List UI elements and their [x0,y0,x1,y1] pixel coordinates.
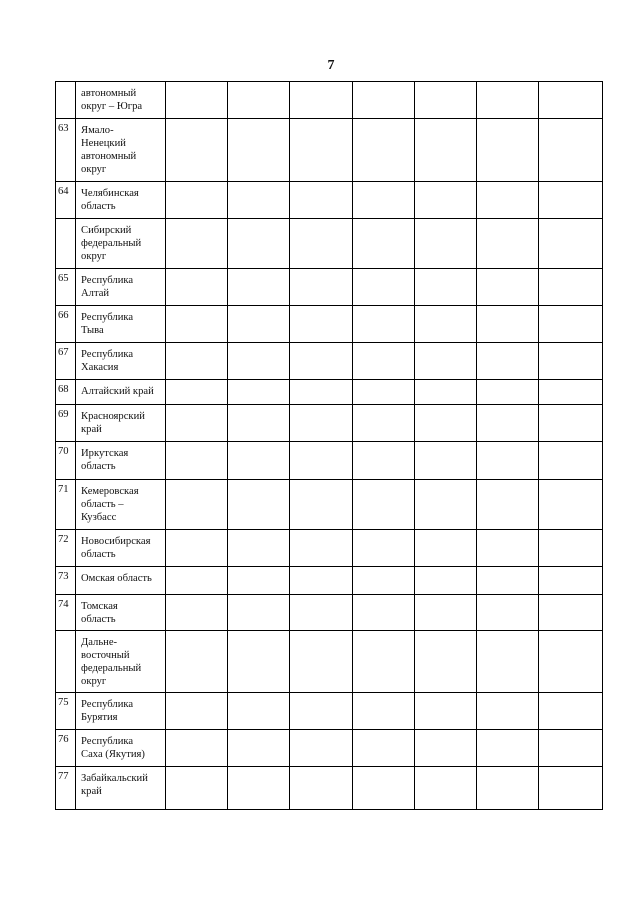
empty-cell [476,343,538,380]
region-name-cell [76,119,166,182]
empty-cell [228,530,290,567]
region-name-cell [76,530,166,567]
empty-cell [228,480,290,530]
row-number: 69 [56,405,76,442]
empty-cell [166,767,228,810]
empty-cell [414,380,476,405]
empty-cell [476,380,538,405]
empty-cell [228,82,290,119]
region-name: Кемеровская область – Кузбасс [81,486,139,523]
empty-cell [228,343,290,380]
empty-cell [414,631,476,693]
empty-cell [538,730,602,767]
empty-cell [414,595,476,631]
empty-cell [290,595,352,631]
empty-cell [414,182,476,219]
table-row [56,442,603,480]
table-row [56,380,603,405]
empty-cell [352,306,414,343]
empty-cell [352,730,414,767]
region-name: Ямало- Ненецкий автономный округ [81,125,137,175]
row-number: 73 [56,567,76,595]
table-row [56,767,603,810]
row-number: 70 [56,442,76,480]
empty-cell [352,343,414,380]
row-number: 77 [56,767,76,810]
empty-cell [228,767,290,810]
table-row [56,343,603,380]
empty-cell [476,219,538,269]
row-number: 66 [56,306,76,343]
table-body [56,82,603,810]
regions-table [55,81,603,810]
empty-cell [476,119,538,182]
row-number: 68 [56,380,76,405]
empty-cell [476,306,538,343]
empty-cell [352,380,414,405]
empty-cell [228,219,290,269]
region-name-cell [76,269,166,306]
row-number: 64 [56,182,76,219]
region-name-cell [76,380,166,405]
empty-cell [414,306,476,343]
empty-cell [228,182,290,219]
empty-cell [290,306,352,343]
empty-cell [228,730,290,767]
table-row [56,693,603,730]
empty-cell [538,219,602,269]
empty-cell [414,530,476,567]
table-row [56,480,603,530]
region-name: Красноярский край [81,411,145,435]
empty-cell [352,693,414,730]
empty-cell [352,767,414,810]
region-name: Челябинская область [81,188,139,212]
empty-cell [352,480,414,530]
region-name-cell [76,182,166,219]
empty-cell [538,343,602,380]
empty-cell [476,182,538,219]
empty-cell [476,631,538,693]
table-row [56,82,603,119]
empty-cell [414,119,476,182]
empty-cell [166,343,228,380]
row-number [56,82,76,119]
empty-cell [166,730,228,767]
region-name: Сибирский федеральный округ [81,225,142,262]
empty-cell [166,219,228,269]
empty-cell [290,380,352,405]
region-name: Забайкальский край [81,773,148,797]
empty-cell [352,82,414,119]
empty-cell [538,269,602,306]
empty-cell [228,306,290,343]
table-row [56,405,603,442]
empty-cell [538,82,602,119]
region-name-cell [76,442,166,480]
empty-cell [352,442,414,480]
region-name-cell [76,693,166,730]
empty-cell [290,730,352,767]
empty-cell [166,595,228,631]
row-number: 76 [56,730,76,767]
table-row [56,269,603,306]
empty-cell [290,405,352,442]
empty-cell [166,480,228,530]
empty-cell [476,82,538,119]
empty-cell [166,269,228,306]
empty-cell [228,380,290,405]
empty-cell [352,595,414,631]
empty-cell [290,219,352,269]
empty-cell [476,269,538,306]
empty-cell [476,405,538,442]
empty-cell [476,595,538,631]
empty-cell [228,693,290,730]
empty-cell [476,730,538,767]
row-number: 65 [56,269,76,306]
row-number: 74 [56,595,76,631]
empty-cell [290,82,352,119]
row-number [56,631,76,693]
empty-cell [228,405,290,442]
empty-cell [290,693,352,730]
empty-cell [290,343,352,380]
table-row [56,182,603,219]
empty-cell [166,182,228,219]
empty-cell [166,530,228,567]
empty-cell [352,269,414,306]
table-row [56,530,603,567]
empty-cell [290,480,352,530]
empty-cell [538,306,602,343]
empty-cell [352,182,414,219]
empty-cell [352,219,414,269]
row-number [56,219,76,269]
region-name: автономный округ – Югра [81,88,143,112]
empty-cell [476,442,538,480]
empty-cell [290,442,352,480]
empty-cell [228,595,290,631]
empty-cell [166,306,228,343]
empty-cell [414,405,476,442]
empty-cell [538,119,602,182]
empty-cell [290,269,352,306]
region-name: Дальне- восточный федеральный округ [81,637,142,687]
region-name-cell [76,343,166,380]
empty-cell [352,631,414,693]
empty-cell [290,530,352,567]
empty-cell [476,567,538,595]
empty-cell [352,119,414,182]
empty-cell [352,567,414,595]
region-name: Республика Бурятия [81,699,134,723]
empty-cell [166,380,228,405]
empty-cell [538,595,602,631]
empty-cell [476,480,538,530]
empty-cell [166,567,228,595]
region-name: Томская область [81,601,118,625]
empty-cell [538,405,602,442]
region-name: Республика Тыва [81,312,134,336]
empty-cell [166,82,228,119]
empty-cell [228,442,290,480]
empty-cell [414,730,476,767]
empty-cell [228,631,290,693]
empty-cell [414,442,476,480]
empty-cell [166,693,228,730]
empty-cell [166,631,228,693]
empty-cell [290,767,352,810]
region-name: Алтайский край [81,386,154,397]
region-name: Республика Саха (Якутия) [81,736,145,760]
empty-cell [414,767,476,810]
region-name-cell [76,567,166,595]
empty-cell [538,480,602,530]
empty-cell [538,530,602,567]
table-row [56,730,603,767]
empty-cell [538,767,602,810]
row-number: 71 [56,480,76,530]
empty-cell [414,567,476,595]
region-name: Республика Алтай [81,275,134,299]
region-name-cell [76,480,166,530]
region-name-cell [76,730,166,767]
empty-cell [538,693,602,730]
empty-cell [538,182,602,219]
empty-cell [414,219,476,269]
empty-cell [414,480,476,530]
empty-cell [290,182,352,219]
empty-cell [538,567,602,595]
empty-cell [476,767,538,810]
table-row [56,306,603,343]
region-name-cell [76,405,166,442]
row-number: 75 [56,693,76,730]
region-name: Омская область [81,573,152,584]
empty-cell [166,119,228,182]
empty-cell [414,82,476,119]
empty-cell [228,269,290,306]
empty-cell [538,631,602,693]
region-name-cell [76,767,166,810]
empty-cell [538,380,602,405]
page-number: 7 [327,58,335,73]
row-number: 67 [56,343,76,380]
empty-cell [290,631,352,693]
empty-cell [166,442,228,480]
region-name-cell [76,595,166,631]
empty-cell [228,567,290,595]
empty-cell [476,530,538,567]
region-name-cell [76,631,166,693]
empty-cell [538,442,602,480]
empty-cell [166,405,228,442]
empty-cell [414,269,476,306]
empty-cell [228,119,290,182]
table-row [56,595,603,631]
empty-cell [352,530,414,567]
region-name-cell [76,306,166,343]
empty-cell [414,343,476,380]
empty-cell [290,567,352,595]
region-name-cell [76,82,166,119]
row-number: 63 [56,119,76,182]
table-row [56,567,603,595]
table-row [56,219,603,269]
empty-cell [414,693,476,730]
row-number: 72 [56,530,76,567]
table-row [56,631,603,693]
region-name: Новосибирская область [81,536,151,560]
empty-cell [352,405,414,442]
table-row [56,119,603,182]
region-name-cell [76,219,166,269]
region-name: Республика Хакасия [81,349,134,373]
empty-cell [290,119,352,182]
region-name: Иркутская область [81,448,129,472]
empty-cell [476,693,538,730]
